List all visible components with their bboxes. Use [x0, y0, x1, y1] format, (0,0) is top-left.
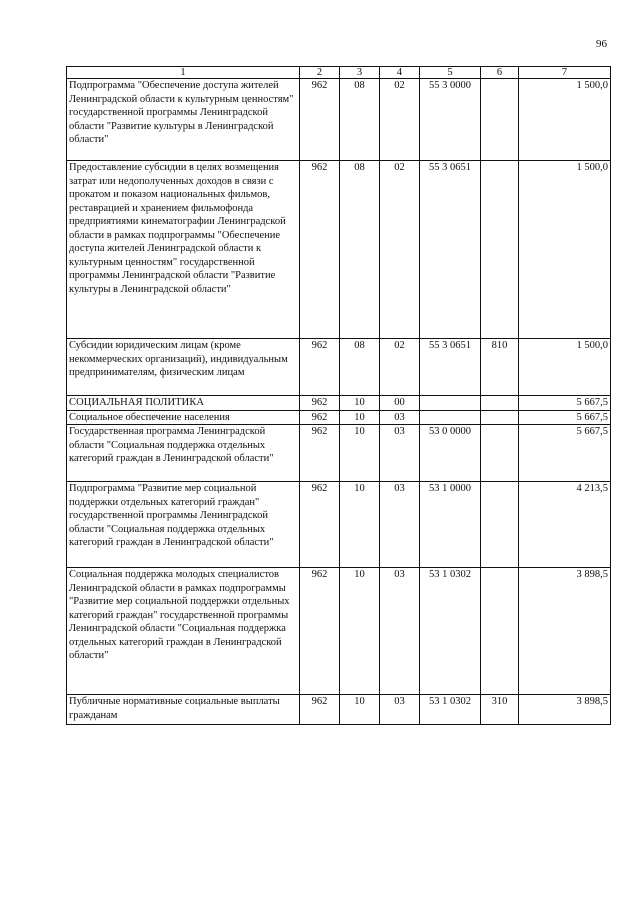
cell-col-6	[481, 425, 519, 482]
cell-col-7: 1 500,0	[519, 79, 611, 161]
cell-col-4: 03	[380, 425, 420, 482]
cell-col-6	[481, 482, 519, 568]
cell-col-3: 10	[340, 425, 380, 482]
cell-col-7: 5 667,5	[519, 396, 611, 411]
cell-col-6: 810	[481, 339, 519, 396]
cell-col-5: 55 3 0651	[420, 161, 481, 339]
table-row	[67, 568, 611, 695]
cell-col-3: 08	[340, 79, 380, 161]
cell-col-6	[481, 410, 519, 425]
table-row	[67, 79, 611, 161]
row-name: Социальная поддержка молодых специалистов Ленинградской области в рамках подпрограммы "Развитие мер социальной поддержки отдельных категорий граждан" государственной программы Ленинградской области "Социальная поддержка отдельных категорий граждан в Ленинградской области"	[67, 568, 300, 695]
cell-col-5	[420, 396, 481, 411]
header-col-3: 3	[340, 67, 380, 79]
cell-col-7: 4 213,5	[519, 482, 611, 568]
cell-col-4: 03	[380, 568, 420, 695]
cell-col-7: 3 898,5	[519, 568, 611, 695]
cell-col-4: 02	[380, 339, 420, 396]
header-col-4: 4	[380, 67, 420, 79]
cell-col-5: 53 1 0302	[420, 695, 481, 725]
cell-col-6: 310	[481, 695, 519, 725]
table-row	[67, 396, 611, 411]
cell-col-2: 962	[300, 568, 340, 695]
cell-col-4: 03	[380, 410, 420, 425]
cell-col-4: 02	[380, 161, 420, 339]
cell-col-3: 10	[340, 410, 380, 425]
table-row	[67, 410, 611, 425]
cell-col-3: 08	[340, 339, 380, 396]
cell-col-5: 53 1 0000	[420, 482, 481, 568]
cell-col-6	[481, 161, 519, 339]
cell-col-6	[481, 396, 519, 411]
header-row	[67, 67, 611, 79]
header-col-1: 1	[67, 67, 300, 79]
cell-col-5: 55 3 0651	[420, 339, 481, 396]
table-row	[67, 339, 611, 396]
cell-col-2: 962	[300, 425, 340, 482]
cell-col-2: 962	[300, 695, 340, 725]
row-name: Субсидии юридическим лицам (кроме некоммерческих организаций), индивидуальным предпринимателям, физическим лицам	[67, 339, 300, 396]
cell-col-2: 962	[300, 396, 340, 411]
row-name: Подпрограмма "Развитие мер социальной поддержки отдельных категорий граждан" государственной программы Ленинградской области "Социальная поддержка отдельных категорий граждан в Ленинградской области"	[67, 482, 300, 568]
cell-col-7: 3 898,5	[519, 695, 611, 725]
cell-col-3: 10	[340, 396, 380, 411]
row-name: Предоставление субсидии в целях возмещения затрат или недополученных доходов в связи с прокатом и показом национальных фильмов, реставрацией и хранением фильмофонда предприятиями кинематографии Ленинградской области в рамках подпрограммы "Обеспечение доступа жителей Ленинградской области к культурным ценностям" государственной программы Ленинградской области "Развитие культуры в Ленинградской области"	[67, 161, 300, 339]
cell-col-3: 10	[340, 482, 380, 568]
cell-col-7: 1 500,0	[519, 161, 611, 339]
cell-col-3: 08	[340, 161, 380, 339]
cell-col-6	[481, 79, 519, 161]
cell-col-2: 962	[300, 339, 340, 396]
row-name: Подпрограмма "Обеспечение доступа жителей Ленинградской области к культурным ценностям" государственной программы Ленинградской области "Развитие культуры в Ленинградской области"	[67, 79, 300, 161]
header-col-6: 6	[481, 67, 519, 79]
page-number: 96	[596, 38, 607, 50]
row-name: Социальное обеспечение населения	[67, 410, 300, 425]
budget-table	[66, 66, 611, 725]
cell-col-4: 03	[380, 695, 420, 725]
cell-col-2: 962	[300, 161, 340, 339]
cell-col-5: 53 0 0000	[420, 425, 481, 482]
cell-col-2: 962	[300, 79, 340, 161]
header-col-7: 7	[519, 67, 611, 79]
cell-col-7: 5 667,5	[519, 410, 611, 425]
cell-col-2: 962	[300, 410, 340, 425]
row-name: Государственная программа Ленинградской области "Социальная поддержка отдельных категорий граждан в Ленинградской области"	[67, 425, 300, 482]
table-row	[67, 425, 611, 482]
row-name: Публичные нормативные социальные выплаты гражданам	[67, 695, 300, 725]
cell-col-4: 03	[380, 482, 420, 568]
cell-col-3: 10	[340, 568, 380, 695]
header-col-5: 5	[420, 67, 481, 79]
cell-col-4: 02	[380, 79, 420, 161]
cell-col-5	[420, 410, 481, 425]
cell-col-7: 1 500,0	[519, 339, 611, 396]
cell-col-5: 55 3 0000	[420, 79, 481, 161]
cell-col-3: 10	[340, 695, 380, 725]
cell-col-7: 5 667,5	[519, 425, 611, 482]
cell-col-5: 53 1 0302	[420, 568, 481, 695]
header-col-2: 2	[300, 67, 340, 79]
cell-col-6	[481, 568, 519, 695]
row-name: СОЦИАЛЬНАЯ ПОЛИТИКА	[67, 396, 300, 411]
cell-col-2: 962	[300, 482, 340, 568]
table-row	[67, 695, 611, 725]
cell-col-4: 00	[380, 396, 420, 411]
table-row	[67, 482, 611, 568]
table-row	[67, 161, 611, 339]
